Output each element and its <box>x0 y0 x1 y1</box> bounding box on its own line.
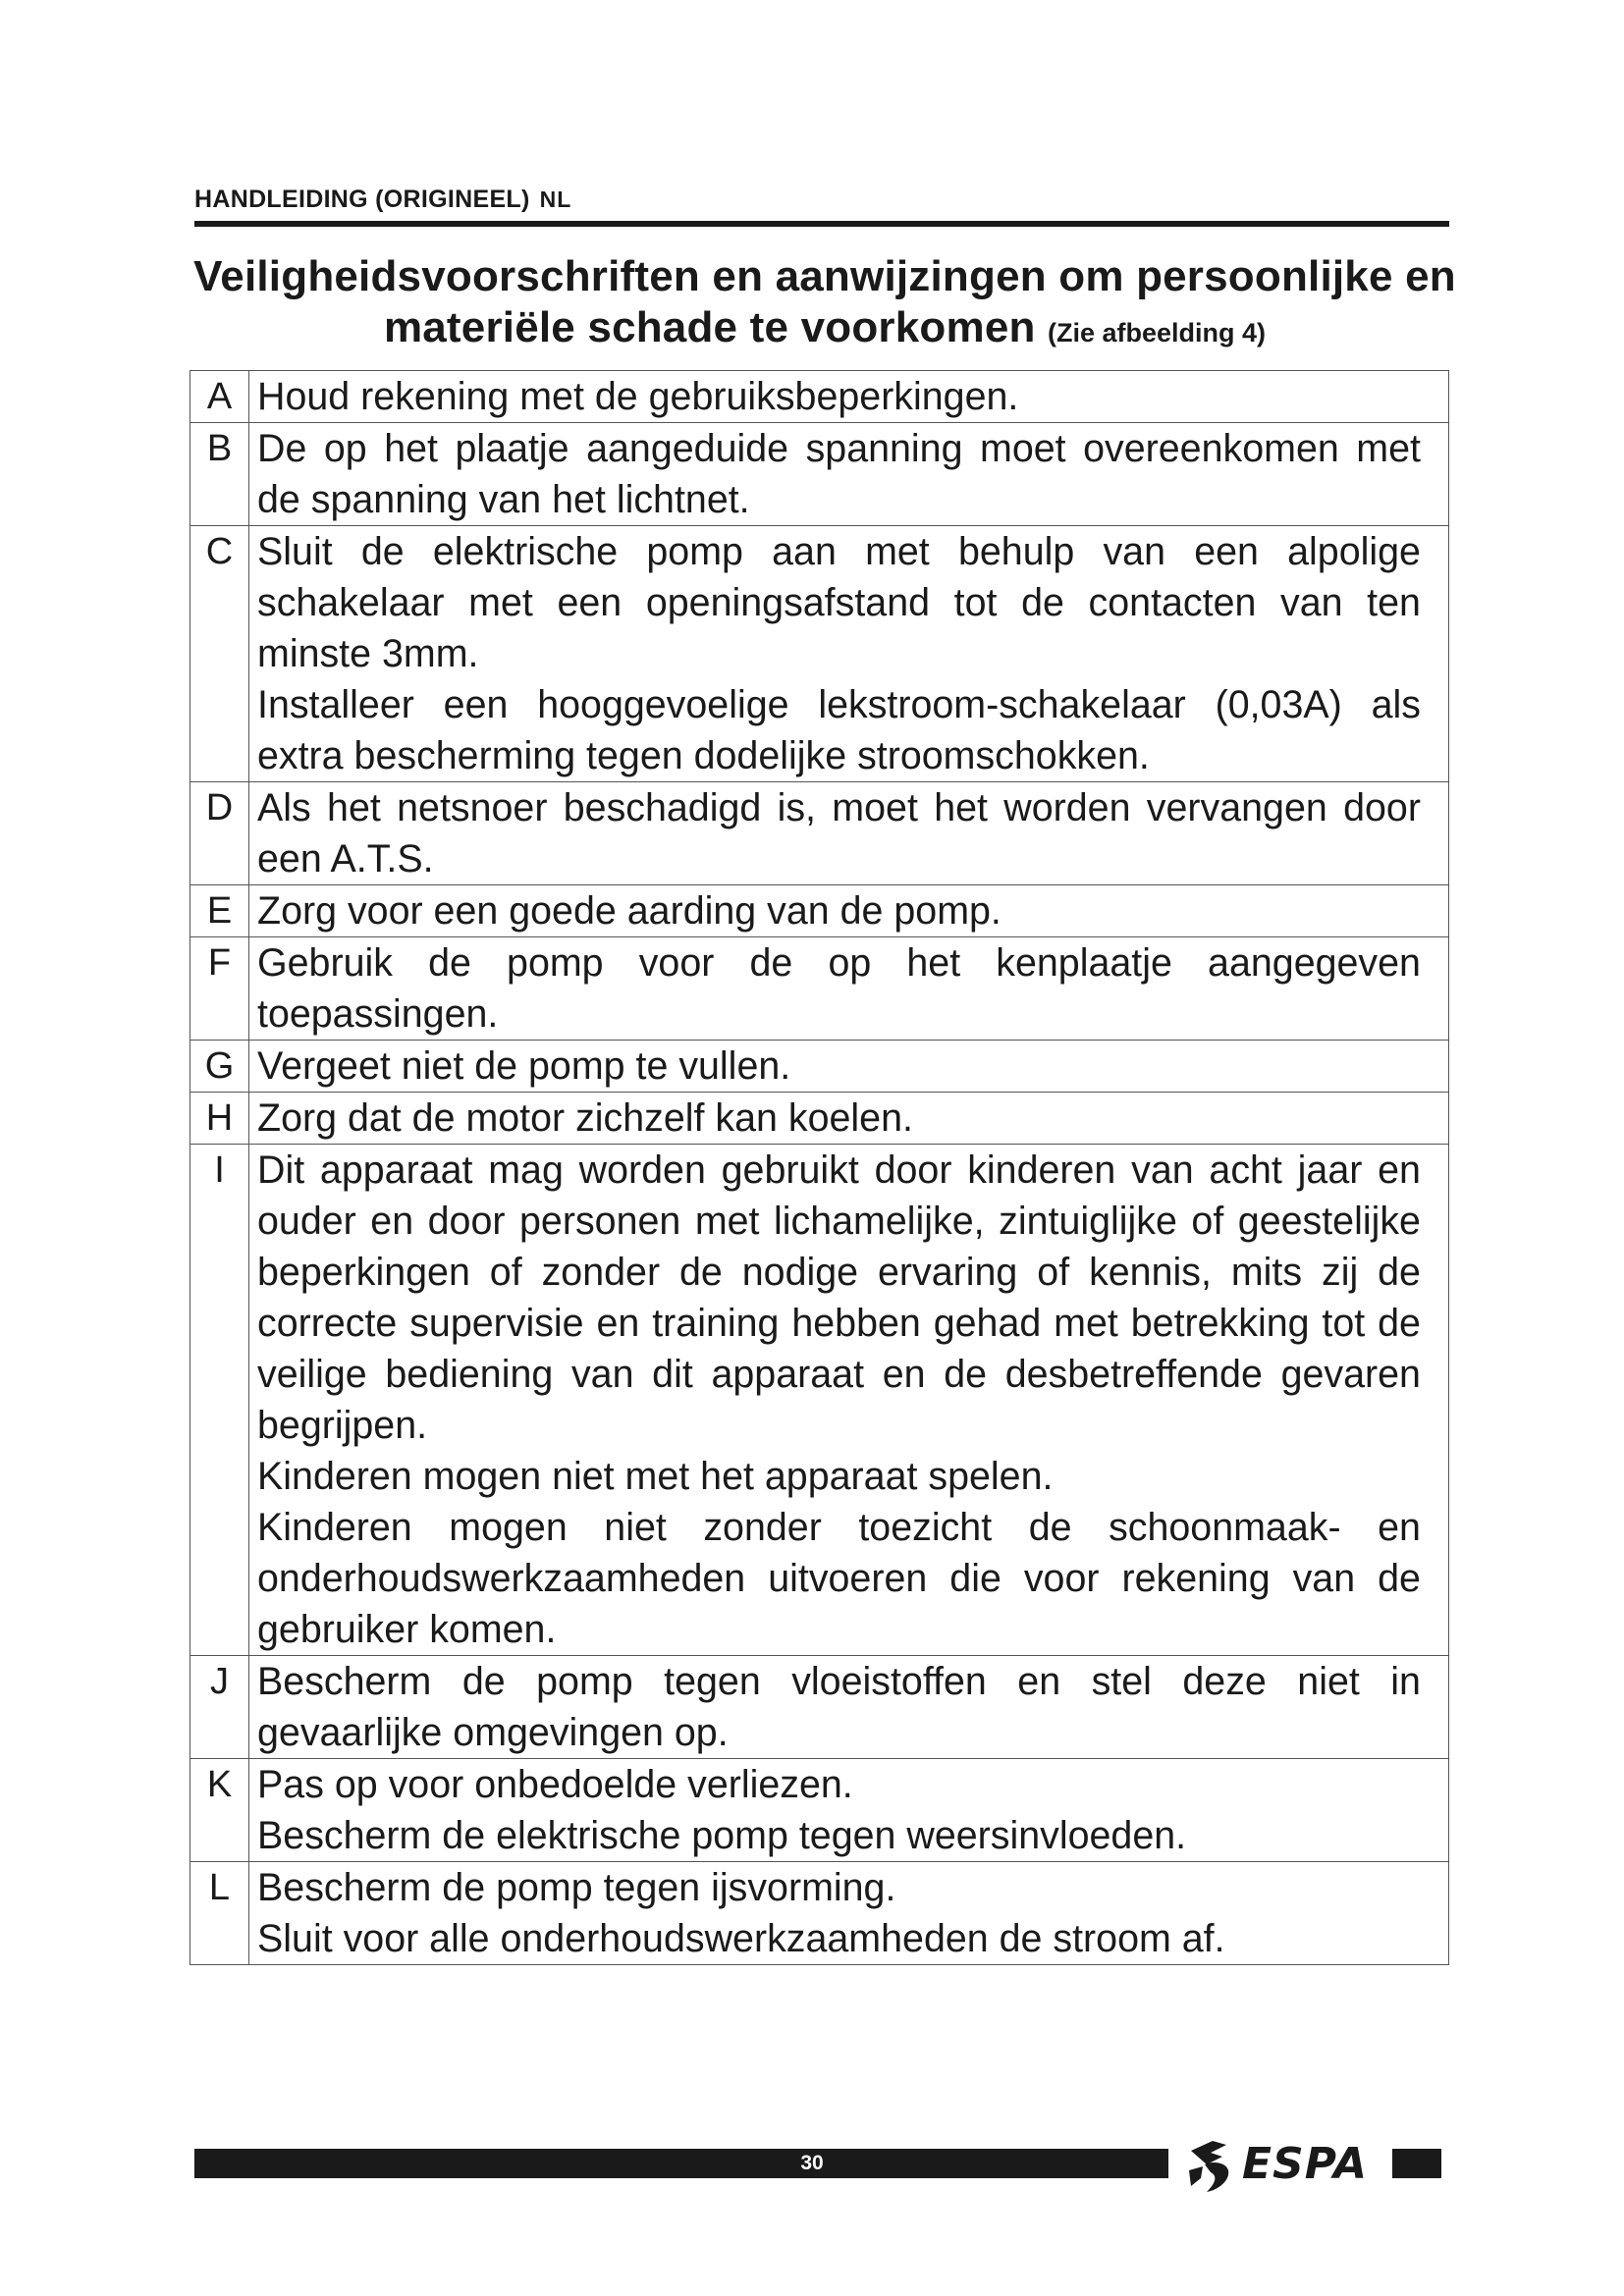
instruction-text: Kinderen mogen niet met het apparaat spelen. <box>257 1455 1054 1498</box>
instruction-text: Als het netsnoer beschadigd is, moet het worden vervangen door een A.T.S. <box>257 786 1421 881</box>
espa-logo <box>1183 2135 1385 2194</box>
instruction-text: Zorg voor een goede aarding van de pomp. <box>257 889 1001 933</box>
instruction-text: Bescherm de pomp tegen ijsvorming. <box>257 1866 896 1909</box>
row-letter: D <box>190 782 249 885</box>
instruction-row-j <box>190 1656 1449 1759</box>
row-letter: E <box>190 885 249 937</box>
row-letter: F <box>190 937 249 1041</box>
header-label <box>194 186 571 214</box>
language-code: NL <box>539 187 572 212</box>
row-text <box>249 526 1449 782</box>
instruction-text: Gebruik de pomp voor de op het kenplaatje aangegeven toepassingen. <box>257 941 1421 1036</box>
instruction-text: Bescherm de pomp tegen vloeistoffen en stel deze niet in gevaarlijke omgevingen op. <box>257 1660 1421 1754</box>
instruction-text: Houd rekening met de gebruiksbeperkingen. <box>257 375 1019 418</box>
row-text <box>249 1862 1449 1965</box>
instruction-text: Sluit de elektrische pomp aan met behulp van een alpolige schakelaar met een openingsafstand tot de contacten van ten minste 3mm. <box>257 530 1421 675</box>
row-letter: A <box>190 371 249 423</box>
instruction-text: Kinderen mogen niet zonder toezicht de schoonmaak- en onderhoudswerkzaamheden uitvoeren die voor rekening van de gebruiker komen. <box>257 1506 1421 1651</box>
header-rule <box>194 221 1449 227</box>
instruction-text: Installeer een hooggevoelige lekstroom-schakelaar (0,03A) als extra bescherming tegen dodelijke stroomschokken. <box>257 683 1421 777</box>
instruction-row-k <box>190 1759 1449 1862</box>
row-text <box>249 1041 1449 1093</box>
row-text <box>249 1093 1449 1145</box>
table-body <box>190 371 1449 1965</box>
instruction-text: Zorg dat de motor zichzelf kan koelen. <box>257 1096 913 1140</box>
row-letter: B <box>190 423 249 526</box>
row-text <box>249 782 1449 885</box>
instruction-text: De op het plaatje aangeduide spanning moet overeenkomen met de spanning van het lichtnet. <box>257 427 1421 521</box>
page-heading <box>187 251 1463 358</box>
manual-title: HANDLEIDING (ORIGINEEL) <box>194 186 530 213</box>
instruction-row-e <box>190 885 1449 937</box>
page-number: 30 <box>800 2152 824 2174</box>
instruction-text: Dit apparaat mag worden gebruikt door kinderen van acht jaar en ouder en door personen met lichamelijke, zintuiglijke of geestelijke beperkingen of zonder de nodige ervaring of kennis, mits zij de correcte supervisie en training hebben gehad met betrekking tot de veilige bediening van dit apparaat en de desbetreffende gevaren begrijpen. <box>257 1148 1421 1447</box>
instruction-row-a <box>190 371 1449 423</box>
heading-figure-reference: (Zie afbeelding 4) <box>1048 318 1267 347</box>
instruction-text: Bescherm de elektrische pomp tegen weersinvloeden. <box>257 1814 1187 1857</box>
instruction-row-b <box>190 423 1449 526</box>
row-letter: G <box>190 1041 249 1093</box>
safety-instructions-table <box>189 370 1449 1965</box>
instruction-row-i <box>190 1145 1449 1656</box>
espa-logo-text: ESPA <box>1242 2139 1369 2189</box>
footer-bar-end <box>1392 2149 1441 2178</box>
row-letter: C <box>190 526 249 782</box>
instruction-row-l <box>190 1862 1449 1965</box>
instruction-row-h <box>190 1093 1449 1145</box>
row-letter: J <box>190 1656 249 1759</box>
footer-bar <box>194 2149 1168 2178</box>
row-text <box>249 1759 1449 1862</box>
instruction-text: Sluit voor alle onderhoudswerkzaamheden de stroom af. <box>257 1917 1225 1960</box>
row-text <box>249 937 1449 1041</box>
row-letter: H <box>190 1093 249 1145</box>
instruction-text: Pas op voor onbedoelde verliezen. <box>257 1763 853 1806</box>
row-text <box>249 1145 1449 1656</box>
row-text <box>249 423 1449 526</box>
instruction-text: Vergeet niet de pomp te vullen. <box>257 1044 791 1088</box>
instruction-row-g <box>190 1041 1449 1093</box>
row-text <box>249 371 1449 423</box>
heading-title: Veiligheidsvoorschriften en aanwijzingen om persoonlijke en materiële schade te voorkomen <box>193 252 1456 351</box>
row-letter: L <box>190 1862 249 1965</box>
instruction-row-f <box>190 937 1449 1041</box>
row-text <box>249 1656 1449 1759</box>
row-letter: I <box>190 1145 249 1656</box>
row-text <box>249 885 1449 937</box>
row-letter: K <box>190 1759 249 1862</box>
instruction-row-d <box>190 782 1449 885</box>
espa-logo-icon <box>1183 2135 1244 2196</box>
instruction-row-c <box>190 526 1449 782</box>
